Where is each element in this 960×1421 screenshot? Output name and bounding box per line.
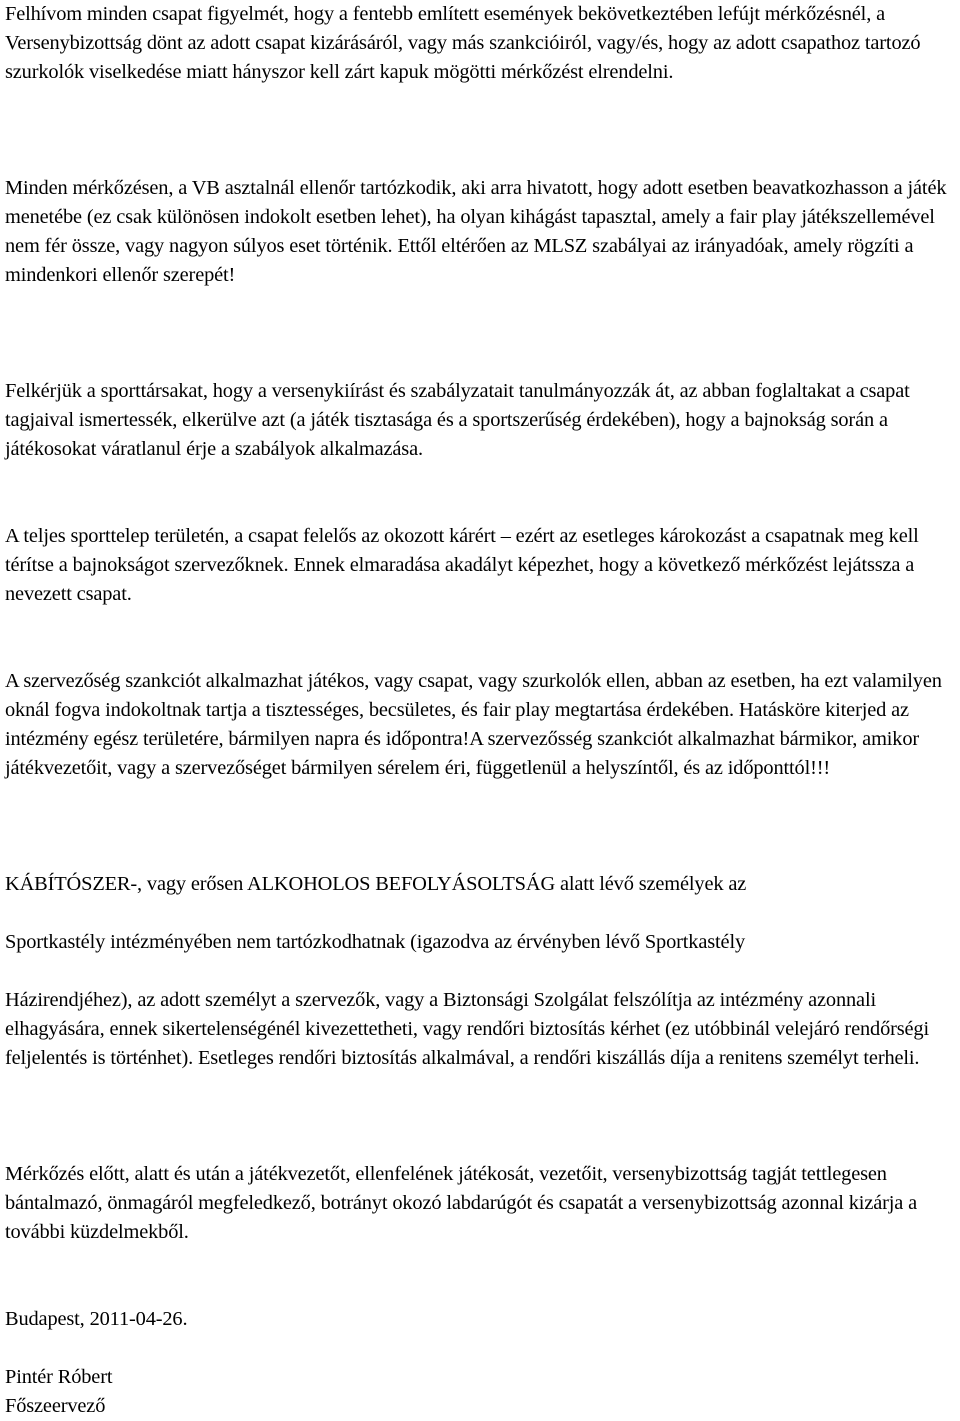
paragraph-sanctions: A szervezőség szankciót alkalmazhat játékos, vagy csapat, vagy szurkolók ellen, abban az esetben, ha ezt valamilyen oknál fogva indokoltnak tartja a tisztességes, becsületes, és fair play megtartása érdekében. Hatásköre kiterjed az intézmény egész területére, bármilyen napra és időpontra!A szervezősség szankciót alkalmazhat bármikor, amikor játékvezetőit, vagy a szervezőséget bármilyen sérelem éri, függetlenül a helyszíntől, és az időponttól!!!: [5, 670, 942, 779]
paragraph-substances-line-2: Sportkastély intézményében nem tartózkodhatnak (igazodva az érvényben lévő Sportkastély: [5, 931, 746, 953]
paragraph-match-abandonment: Felhívom minden csapat figyelmét, hogy a fentebb említett események bekövetkeztében lefújt mérkőzésnél, a Versenybizottság dönt az adott csapat kizárásáról, vagy más szankcióiról, vagy/és, hogy az adott csapathoz tartozó szurkolók viselkedése miatt hányszor kell zárt kapuk mögötti mérkőzést elrendelni.: [5, 3, 921, 83]
paragraph-inspector: Minden mérkőzésen, a VB asztalnál ellenőr tartózkodik, aki arra hivatott, hogy adott esetben beavatkozhasson a játék menetébe (ez csak különösen indokolt esetben lehet), ha olyan kihágást tapasztal, amely a fair play játékszellemével nem fér össze, vagy nagyon súlyos eset történik. Ettől eltérően az MLSZ szabályai az irányadóak, amely rögzíti a mindenkori ellenőr szerepét!: [5, 177, 947, 286]
paragraph-substances-line-1: KÁBÍTÓSZER-, vagy erősen ALKOHOLOS BEFOLYÁSOLTSÁG alatt lévő személyek az: [5, 873, 747, 895]
signatory-title: Főszeervező: [5, 1395, 106, 1417]
paragraph-substances-rest: Házirendjéhez), az adott személyt a szervezők, vagy a Biztonsági Szolgálat felszólítja az intézmény azonnali elhagyására, ennek sikertelenségénél kivezettetheti, vagy rendőri biztosítás kérhet (ez utóbbinál velejáró rendőrségi feljelentés is történhet). Esetleges rendőri biztosítás alkalmával, a rendőri kiszállás díja a renitens személyt terheli.: [5, 989, 929, 1069]
paragraph-assault: Mérkőzés előtt, alatt és után a játékvezetőt, ellenfelének játékosát, vezetőit, versenybizottság tagját tettlegesen bántalmazó, önmagáról megfeledkező, botrányt okozó labdarúgót és csapatát a versenybizottság azonnal kizárja a további küzdelmekből.: [5, 1163, 918, 1243]
place-date: Budapest, 2011-04-26.: [5, 1308, 188, 1330]
paragraph-damages: A teljes sporttelep területén, a csapat felelős az okozott kárért – ezért az esetleges károkozást a csapatnak meg kell térítse a bajnokságot szervezőknek. Ennek elmaradása akadályt képezhet, hogy a következő mérkőzést lejátssza a nevezett csapat.: [5, 525, 919, 605]
signatory-name: Pintér Róbert: [5, 1366, 113, 1388]
paragraph-rules-study: Felkérjük a sporttársakat, hogy a versenykiírást és szabályzatait tanulmányozzák át, az abban foglaltakat a csapat tagjaival ismertessék, elkerülve azt (a játék tisztasága és a sportszerűség érdekében), hogy a bajnokság során a játékosokat váratlanul érje a szabályok alkalmazása.: [5, 380, 910, 460]
